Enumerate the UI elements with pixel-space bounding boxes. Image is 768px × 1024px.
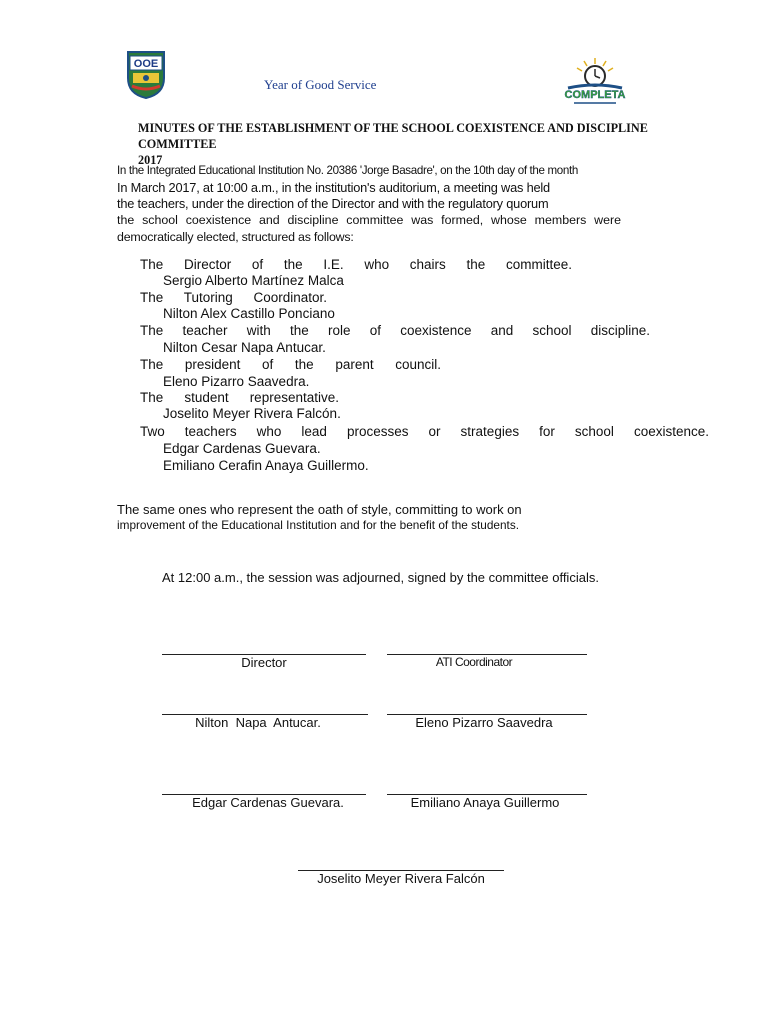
member-role: The teacher with the role of coexistence and school discipline.	[140, 323, 650, 338]
oath-line: improvement of the Educational Institution and for the benefit of the students.	[117, 518, 519, 532]
signature-label-director: Director	[241, 655, 287, 670]
document-title-line: MINUTES OF THE ESTABLISHMENT OF THE SCHOOL COEXISTENCE AND DISCIPLINE COMMITTEE	[138, 121, 648, 151]
member-role: The president of the parent council.	[140, 357, 441, 372]
member-role: The student representative.	[140, 390, 339, 405]
svg-text:OOE: OOE	[133, 58, 159, 70]
member-name: Joselito Meyer Rivera Falcón.	[163, 406, 341, 421]
closing-statement: At 12:00 a.m., the session was adjourned, signed by the committee officials.	[162, 570, 599, 585]
member-name: Sergio Alberto Martínez Malca	[163, 273, 344, 288]
svg-text:COMPLETA: COMPLETA	[564, 89, 626, 101]
member-name: Edgar Cardenas Guevara.	[163, 441, 321, 456]
member-name: Emiliano Cerafin Anaya Guillermo.	[163, 458, 369, 473]
signature-label-ati: ATI Coordinator	[435, 655, 513, 669]
intro-line: In the Integrated Educational Institution No. 20386 'Jorge Basadre', on the 10th day of the month	[117, 164, 578, 177]
signature-label-pizarro: Eleno Pizarro Saavedra	[415, 715, 553, 730]
member-role: The Director of the I.E. who chairs the committee.	[140, 257, 572, 272]
completa-logo	[560, 56, 630, 106]
member-role: Two teachers who lead processes or strategies for school coexistence.	[140, 424, 709, 439]
member-role: The Tutoring Coordinator.	[140, 290, 327, 305]
year-motto: Year of Good Service	[264, 77, 377, 92]
oath-line: The same ones who represent the oath of style, committing to work on	[117, 502, 522, 517]
signature-label-anaya: Emiliano Anaya Guillermo	[410, 795, 560, 810]
signature-label-rivera: Joselito Meyer Rivera Falcón	[317, 871, 485, 886]
member-name: Nilton Alex Castillo Ponciano	[163, 306, 335, 321]
intro-line: the teachers, under the direction of the Director and with the regulatory quorum	[117, 196, 549, 211]
school-logo	[122, 48, 170, 100]
document-title	[138, 120, 728, 168]
signature-label-cardenas: Edgar Cardenas Guevara.	[192, 795, 344, 810]
intro-line: the school coexistence and discipline committee was formed, whose members were	[117, 213, 621, 227]
member-name: Eleno Pizarro Saavedra.	[163, 374, 310, 389]
document-title-year: 2017	[138, 153, 163, 167]
intro-line: democratically elected, structured as follows:	[117, 230, 354, 244]
signature-label-napa: Nilton Napa Antucar.	[195, 715, 321, 730]
member-name: Nilton Cesar Napa Antucar.	[163, 340, 326, 355]
intro-line: In March 2017, at 10:00 a.m., in the institution's auditorium, a meeting was held	[117, 180, 550, 195]
